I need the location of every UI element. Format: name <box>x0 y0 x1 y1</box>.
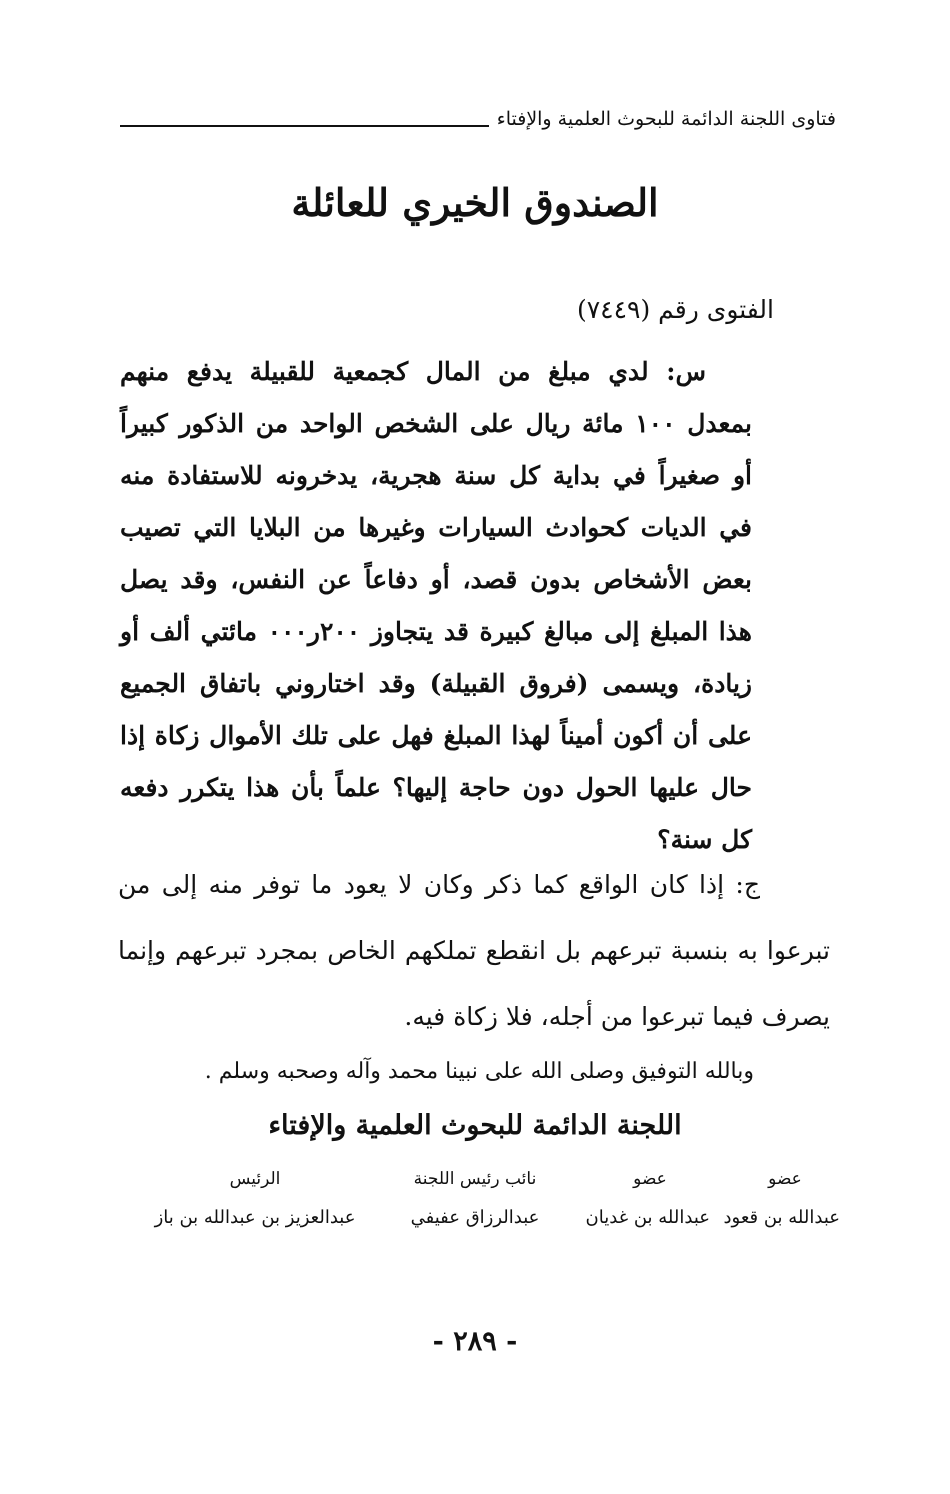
running-header <box>120 104 836 134</box>
signatories <box>140 1162 840 1252</box>
signatory-role: نائب رئيس اللجنة <box>413 1169 537 1189</box>
signatory-name: عبدالرزاق عفيفي <box>410 1207 540 1228</box>
question-paragraph: س: لدي مبلغ من المال كجمعية للقبيلة يدفع منهم بمعدل ١٠٠ مائة ريال على الشخص الواحد من الذكور كبيراً أو صغيراً في بداية كل سنة هجرية، يدخرونه للاستفادة منه في الديات كحوادث السيارات وغيرها من البلايا التي تصيب بعض الأشخاص بدون قصد، أو دفاعاً عن النفس، وقد يصل هذا المبلغ إلى مبالغ كبيرة قد يتجاوز ٢٠٠ر٠٠٠ مائتي ألف أو زيادة، ويسمى (فروق القبيلة) وقد اختاروني باتفاق الجميع على أن أكون أميناً لهذا المبلغ فهل على تلك الأموال زكاة إذا حال عليها الحول دون حاجة إليها؟ علماً بأن هذا يتكرر دفعه كل سنة؟ <box>120 357 752 854</box>
signatory-name: عبدالعزيز بن عبدالله بن باز <box>154 1207 356 1228</box>
signatory-role: الرئيس <box>229 1169 281 1189</box>
answer-paragraph: ج: إذا كان الواقع كما ذكر وكان لا يعود ما توفر منه إلى من تبرعوا به بنسبة تبرعهم بل انقطع تملكهم الخاص بمجرد تبرعهم وإنما يصرف فيما تبرعوا من أجله، فلا زكاة فيه. <box>118 870 830 1031</box>
committee-name: اللجنة الدائمة للبحوث العلمية والإفتاء <box>268 1110 682 1141</box>
signatory-role: عضو <box>633 1169 667 1189</box>
signatory-name: عبدالله بن قعود <box>723 1207 840 1228</box>
signatory-vice-chairman <box>390 1162 560 1240</box>
signatory-role: عضو <box>768 1169 802 1189</box>
signatory-member-1 <box>723 1162 840 1240</box>
running-header-text: فتاوى اللجنة الدائمة للبحوث العلمية والإفتاء <box>496 108 836 130</box>
fatwa-number: الفتوى رقم (٧٤٤٩) <box>576 295 774 324</box>
page-title: الصندوق الخيري للعائلة <box>291 180 659 225</box>
signatory-name: عبدالله بن غديان <box>585 1207 710 1228</box>
running-header-rule <box>120 125 489 127</box>
closing-line: وبالله التوفيق وصلى الله على نبينا محمد وآله وصحبه وسلم . <box>204 1059 754 1084</box>
page-number: - ٢٨٩ - <box>432 1326 518 1357</box>
signatory-member-2 <box>585 1162 710 1240</box>
signatory-chairman <box>140 1162 370 1240</box>
